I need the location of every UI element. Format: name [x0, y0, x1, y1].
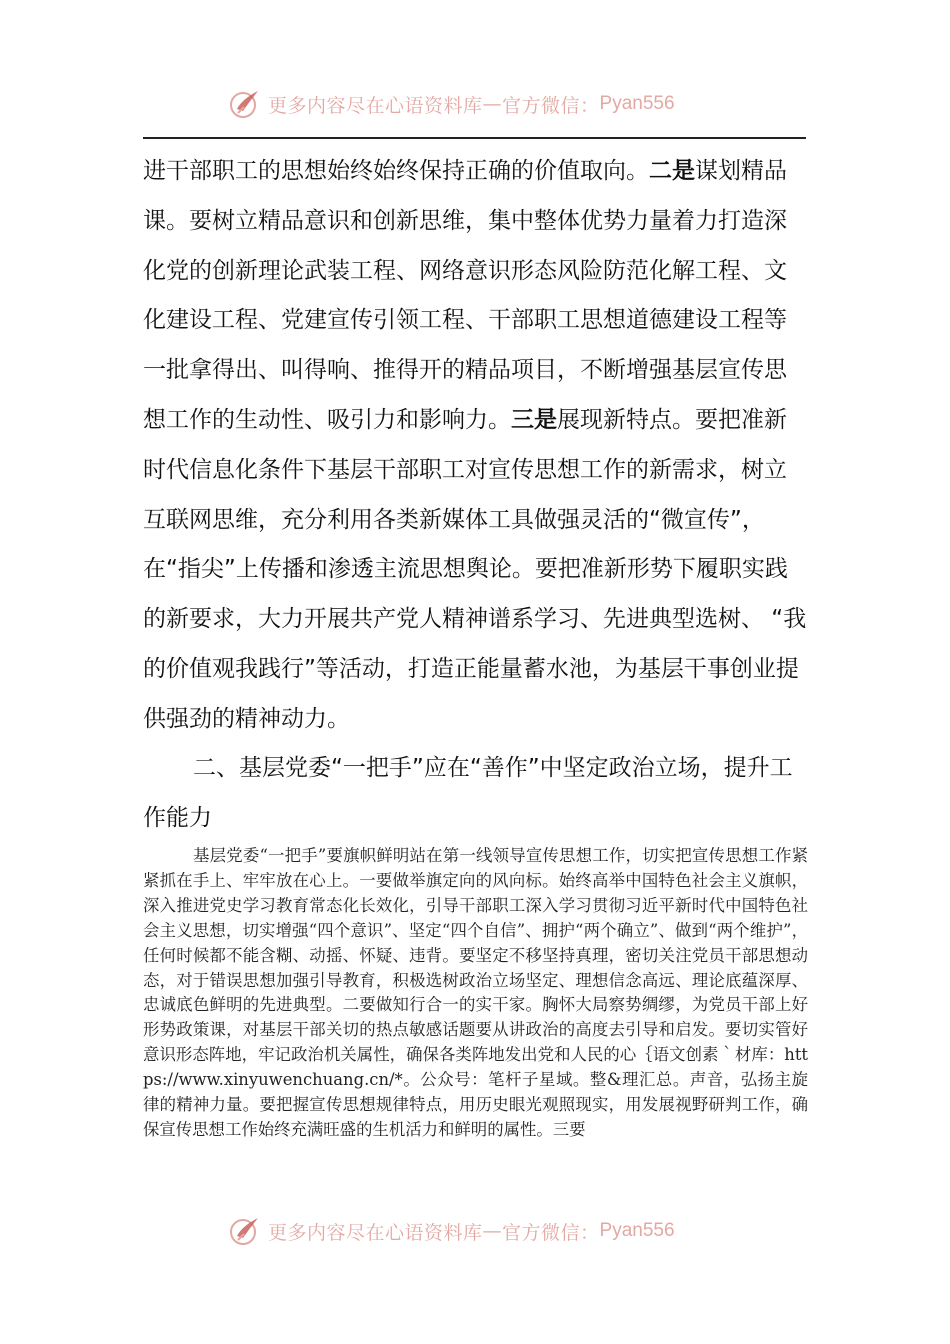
watermark-dash: — — [482, 93, 503, 115]
para-text-e: 展现新特点。要把准新时代信息化条件下基层干部职工对宣传思想工作的新需求，树立互联网思维，充分利用各类新媒体工具做强灵活的“微宣传”，在“指尖”上传播和渗透主流思想舆论。要把准新形势下履职实践的新要求，大力开展共产党人精神谱系学习、先进典型选树、 “我的价值观我践行”等活动，打造正能量蓄水池，为基层干事创业提供强劲的精神动力。 — [143, 406, 807, 732]
quill-logo-icon — [228, 1214, 262, 1248]
watermark-dash: — — [482, 1220, 503, 1242]
footer-watermark — [228, 1211, 728, 1251]
watermark-wechat-id: Pyan556 — [599, 93, 675, 114]
watermark-wechat-label: 官方微信： — [502, 1221, 600, 1244]
para-text-c: 谋划精品课。要树立精品意识和创新思维，集中整体优势力量着力打造深化党的创新理论武装工程、网络意识形态风险防范化解工程、文化建设工程、党建宣传引领工程、干部职工思想道德建设工程等一批拿得出、叫得响、推得开的精品项目，不断增强基层宣传思想工作的生动性、吸引力和影响力。 — [143, 158, 787, 433]
header-watermark — [228, 84, 728, 124]
para-bold-two: 二是 — [649, 158, 695, 184]
watermark-text: 更多内容尽在心语资料库 — [268, 1221, 483, 1244]
header-divider — [143, 137, 806, 139]
body-paragraph-small: 基层党委“一把手”要旗帜鲜明站在第一线领导宣传思想工作，切实把宣传思想工作紧紧抓在手上、牢牢放在心上。一要做举旗定向的风向标。始终高举中国特色社会主义旗帜，深入推进党史学习教育常态化长效化，引导干部职工深入学习贯彻习近平新时代中国特色社会主义思想，切实增强“四个意识”、坚定“四个自信”、拥护“两个确立”、做到“两个维护”，任何时候都不能含糊、动摇、怀疑、违背。要坚定不移坚持真理，密切关注党员干部思想动态，对于错误思想加强引导教育，积极选树政治立场坚定、理想信念高远、理论底蕴深厚、忠诚底色鲜明的先进典型。二要做知行合一的实干家。胸怀大局察势绸缪，为党员干部上好形势政策课，对基层干部关切的热点敏感话题要从讲政治的高度去引导和启发。要切实管好意识形态阵地，牢记政治机关属性，确保各类阵地发出党和人民的心｛语文创素｀材库：https://www.xinyuwenchuang.cn/*。公众号：笔杆子星域。整&理汇总。声音，弘扬主旋律的精神力量。要把握宣传思想规律特点，用历史眼光观照现实，用发展视野研判工作，确保宣传思想工作始终充满旺盛的生机活力和鲜明的属性。三要 — [143, 846, 808, 1139]
watermark-text: 更多内容尽在心语资料库 — [268, 94, 483, 117]
para-bold-three: 三是 — [511, 406, 557, 433]
section-heading: 二、基层党委“一把手”应在“善作”中坚定政治立场，提升工作能力 — [143, 755, 793, 831]
paragraph-1 — [143, 147, 808, 745]
para-text-a: 进干部职工的思想始终始终保持正确的价值取向。 — [143, 158, 649, 184]
watermark-wechat-label: 官方微信： — [502, 94, 600, 117]
watermark-wechat-id: Pyan556 — [599, 1220, 675, 1241]
body-paragraph-large — [143, 147, 808, 745]
quill-logo-icon — [228, 87, 262, 121]
